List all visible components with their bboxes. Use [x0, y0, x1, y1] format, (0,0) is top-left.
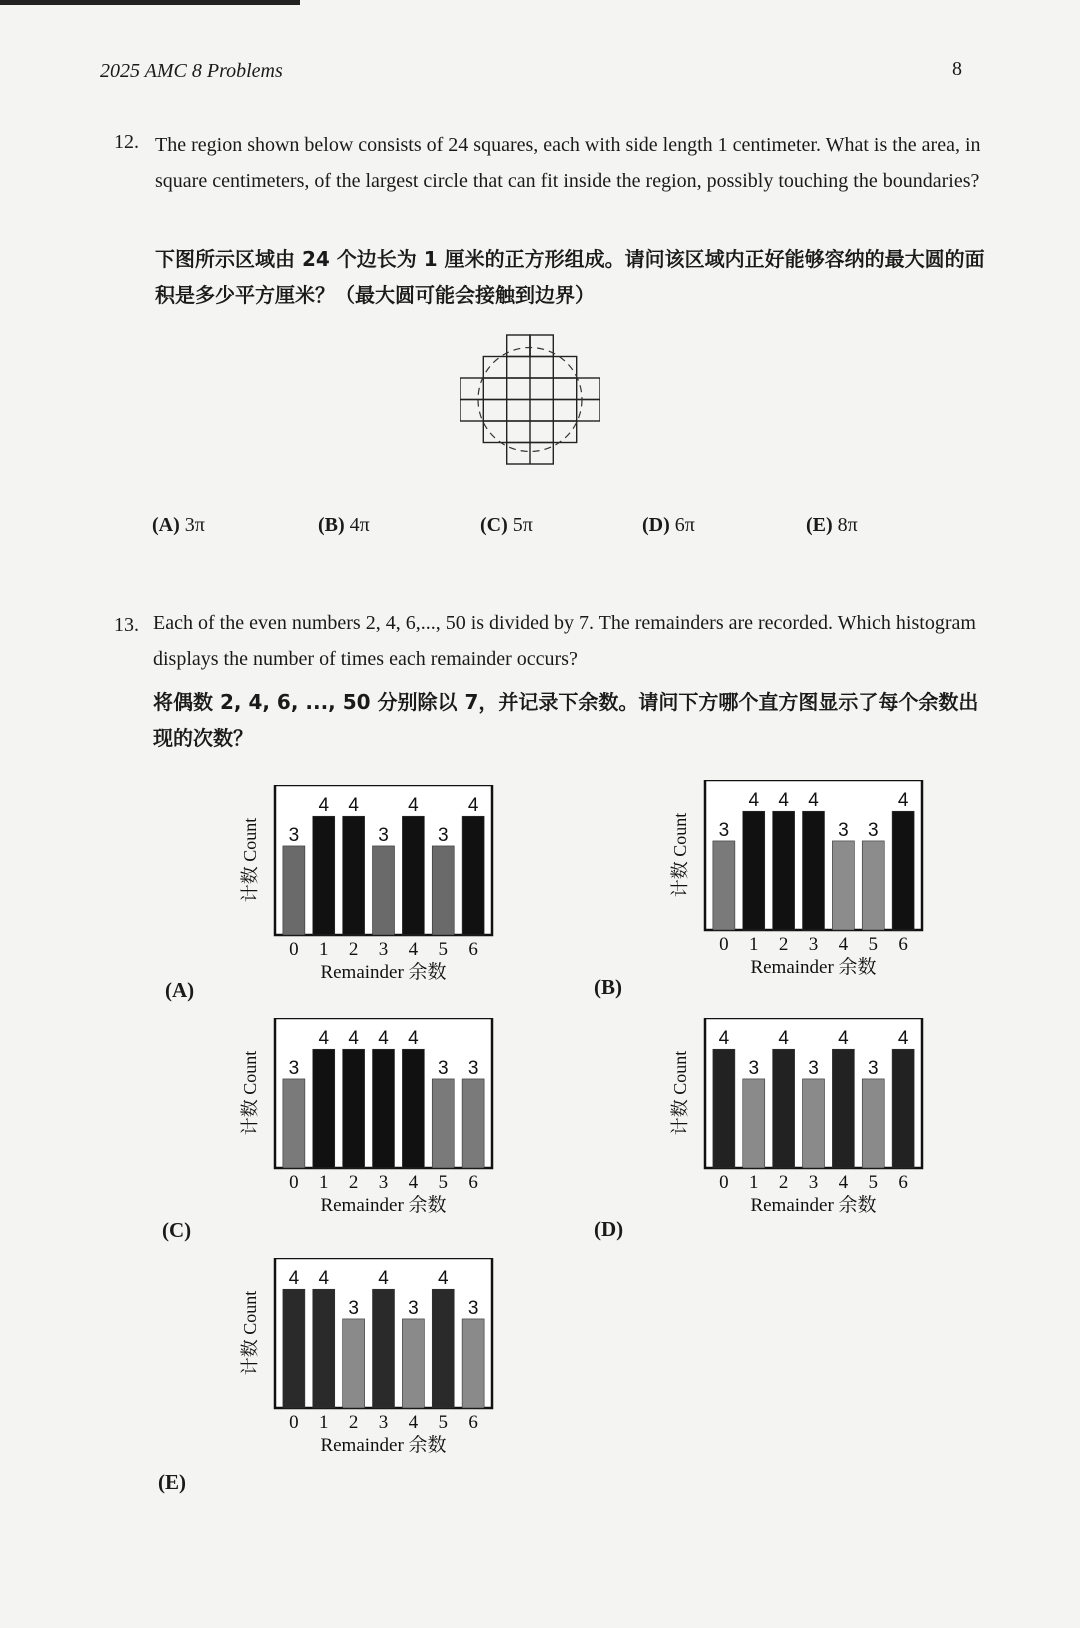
bar-4 — [402, 1319, 424, 1408]
bar-1 — [743, 811, 765, 930]
x-axis-label: Remainder 余数 — [320, 962, 447, 983]
page-header-title: 2025 AMC 8 Problems — [100, 60, 283, 82]
data-label-5: 4 — [437, 1268, 449, 1290]
data-label-3: 4 — [808, 790, 819, 812]
data-label-4: 3 — [838, 819, 849, 841]
bar-1 — [313, 816, 335, 935]
tick-label-2: 2 — [778, 934, 789, 955]
q12-choice-d[interactable]: (D) 6π — [642, 514, 695, 536]
tick-label-2: 2 — [348, 939, 359, 960]
data-label-1: 4 — [318, 795, 330, 817]
data-label-1: 4 — [318, 1268, 330, 1290]
data-label-6: 4 — [897, 1028, 909, 1050]
data-label-6: 3 — [467, 1297, 479, 1319]
tick-label-5: 5 — [868, 934, 878, 955]
tick-label-3: 3 — [378, 1412, 389, 1433]
tick-label-0: 0 — [289, 939, 299, 960]
data-label-5: 3 — [867, 1057, 879, 1079]
tick-label-0: 0 — [289, 1412, 299, 1433]
tick-label-6: 6 — [468, 939, 478, 960]
data-label-4: 4 — [408, 1028, 419, 1050]
bar-1 — [313, 1049, 335, 1168]
bar-5 — [862, 841, 884, 930]
histogram-d-label[interactable]: (D) — [594, 1217, 624, 1241]
bar-3 — [803, 811, 825, 930]
histogram-b — [650, 780, 950, 980]
tick-label-2: 2 — [348, 1412, 359, 1433]
histogram-b-label[interactable]: (B) — [594, 975, 622, 999]
data-label-1: 3 — [748, 1057, 760, 1079]
bar-5 — [862, 1079, 884, 1168]
data-label-5: 3 — [437, 824, 449, 846]
tick-label-4: 4 — [408, 939, 419, 960]
tick-label-1: 1 — [749, 1172, 759, 1193]
tick-label-0: 0 — [289, 1172, 299, 1193]
q12-text: The region shown below consists of 24 squares, each with side length 1 centimeter. What is the area, in square centimeters, of the largest circle that can fit inside the region, possibly touching the boundaries? — [155, 134, 981, 192]
q12-choice-a[interactable]: (A) 3π — [152, 514, 205, 536]
tick-label-1: 1 — [749, 934, 759, 955]
y-axis-label: 计数 Count — [240, 1050, 260, 1136]
data-label-4: 4 — [838, 1028, 849, 1050]
q12-choice-c[interactable]: (C) 5π — [480, 514, 533, 536]
data-label-0: 4 — [718, 1028, 730, 1050]
tick-label-6: 6 — [468, 1172, 478, 1193]
bar-6 — [462, 1319, 484, 1408]
data-label-2: 4 — [778, 1028, 789, 1050]
bar-0 — [283, 1289, 305, 1408]
tick-label-4: 4 — [408, 1412, 419, 1433]
histogram-svg — [220, 1018, 520, 1218]
bar-5 — [432, 1289, 454, 1408]
bar-2 — [343, 816, 365, 935]
bar-3 — [373, 1049, 395, 1168]
data-label-2: 4 — [778, 790, 789, 812]
data-label-4: 4 — [408, 795, 419, 817]
bar-0 — [283, 1079, 305, 1168]
x-axis-label: Remainder 余数 — [320, 1195, 447, 1216]
data-label-5: 3 — [437, 1057, 449, 1079]
histogram-a — [220, 785, 520, 985]
bar-6 — [462, 816, 484, 935]
tick-label-3: 3 — [378, 1172, 389, 1193]
tick-label-3: 3 — [378, 939, 389, 960]
histogram-svg — [650, 780, 950, 980]
bar-3 — [373, 1289, 395, 1408]
data-label-0: 3 — [718, 819, 730, 841]
data-label-3: 3 — [378, 824, 389, 846]
y-axis-label: 计数 Count — [240, 817, 260, 903]
x-axis-label: Remainder 余数 — [320, 1435, 447, 1456]
q13-text: Each of the even numbers 2, 4, 6,..., 50 is divided by 7. The remainders are recorded. Which histogram displays the number of times each remainder occurs? — [153, 612, 976, 670]
bar-4 — [832, 1049, 854, 1168]
data-label-2: 3 — [348, 1297, 359, 1319]
bar-2 — [343, 1049, 365, 1168]
tick-label-4: 4 — [838, 1172, 849, 1193]
tick-label-5: 5 — [438, 939, 448, 960]
tick-label-2: 2 — [778, 1172, 789, 1193]
data-label-1: 4 — [318, 1028, 330, 1050]
tick-label-6: 6 — [468, 1412, 478, 1433]
tick-label-0: 0 — [719, 1172, 729, 1193]
data-label-6: 4 — [467, 795, 479, 817]
data-label-5: 3 — [867, 819, 879, 841]
bar-1 — [313, 1289, 335, 1408]
histogram-c-label[interactable]: (C) — [162, 1218, 192, 1242]
x-axis-label: Remainder 余数 — [750, 1195, 877, 1216]
bar-0 — [283, 846, 305, 935]
data-label-0: 3 — [288, 1057, 300, 1079]
squares-region-figure — [460, 332, 600, 472]
histogram-c — [220, 1018, 520, 1218]
q12-choice-b[interactable]: (B) 4π — [318, 514, 370, 536]
q12-number: 12. — [114, 131, 139, 153]
page-number: 8 — [952, 58, 962, 80]
data-label-3: 4 — [378, 1268, 389, 1290]
x-axis-label: Remainder 余数 — [750, 957, 877, 978]
bar-6 — [892, 1049, 914, 1168]
tick-label-4: 4 — [838, 934, 849, 955]
data-label-2: 4 — [348, 1028, 359, 1050]
histogram-d — [650, 1018, 950, 1218]
bar-2 — [343, 1319, 365, 1408]
data-label-1: 4 — [748, 790, 760, 812]
tick-label-3: 3 — [808, 1172, 819, 1193]
tick-label-5: 5 — [438, 1412, 448, 1433]
q12-text-zh: 下图所示区域由 24 个边长为 1 厘米的正方形组成。请问该区域内正好能够容纳的最大圆的面积是多少平方厘米？（最大圆可能会接触到边界） — [155, 247, 985, 307]
tick-label-1: 1 — [319, 1172, 329, 1193]
bar-0 — [713, 1049, 735, 1168]
tick-label-5: 5 — [438, 1172, 448, 1193]
histogram-e-label[interactable]: (E) — [158, 1470, 186, 1494]
y-axis-label: 计数 Count — [670, 1050, 690, 1136]
bar-2 — [773, 811, 795, 930]
bar-6 — [462, 1079, 484, 1168]
bar-5 — [432, 1079, 454, 1168]
data-label-3: 3 — [808, 1057, 819, 1079]
tick-label-4: 4 — [408, 1172, 419, 1193]
bar-1 — [743, 1079, 765, 1168]
tick-label-0: 0 — [719, 934, 729, 955]
q13-number: 13. — [114, 614, 139, 636]
tick-label-5: 5 — [868, 1172, 878, 1193]
histogram-a-label[interactable]: (A) — [165, 978, 195, 1002]
bar-4 — [832, 841, 854, 930]
tick-label-1: 1 — [319, 939, 329, 960]
tick-label-6: 6 — [898, 1172, 908, 1193]
histogram-e — [220, 1258, 520, 1458]
y-axis-label: 计数 Count — [670, 812, 690, 898]
data-label-6: 4 — [897, 790, 909, 812]
q13-text-zh: 将偶数 2, 4, 6, ..., 50 分别除以 7，并记录下余数。请问下方哪个直方图显示了每个余数出现的次数？ — [153, 690, 979, 750]
tick-label-6: 6 — [898, 934, 908, 955]
data-label-2: 4 — [348, 795, 359, 817]
tick-label-1: 1 — [319, 1412, 329, 1433]
data-label-0: 3 — [288, 824, 300, 846]
bar-4 — [402, 816, 424, 935]
bar-3 — [803, 1079, 825, 1168]
bar-2 — [773, 1049, 795, 1168]
scan-edge-bar — [0, 0, 300, 5]
bar-6 — [892, 811, 914, 930]
histogram-svg — [650, 1018, 950, 1218]
q12-choice-e[interactable]: (E) 8π — [806, 514, 858, 536]
bar-0 — [713, 841, 735, 930]
tick-label-3: 3 — [808, 934, 819, 955]
y-axis-label: 计数 Count — [240, 1290, 260, 1376]
bar-3 — [373, 846, 395, 935]
data-label-4: 3 — [408, 1297, 419, 1319]
data-label-3: 4 — [378, 1028, 389, 1050]
data-label-0: 4 — [288, 1268, 300, 1290]
bar-4 — [402, 1049, 424, 1168]
data-label-6: 3 — [467, 1057, 479, 1079]
bar-5 — [432, 846, 454, 935]
tick-label-2: 2 — [348, 1172, 359, 1193]
histogram-svg — [220, 785, 520, 985]
histogram-svg — [220, 1258, 520, 1458]
